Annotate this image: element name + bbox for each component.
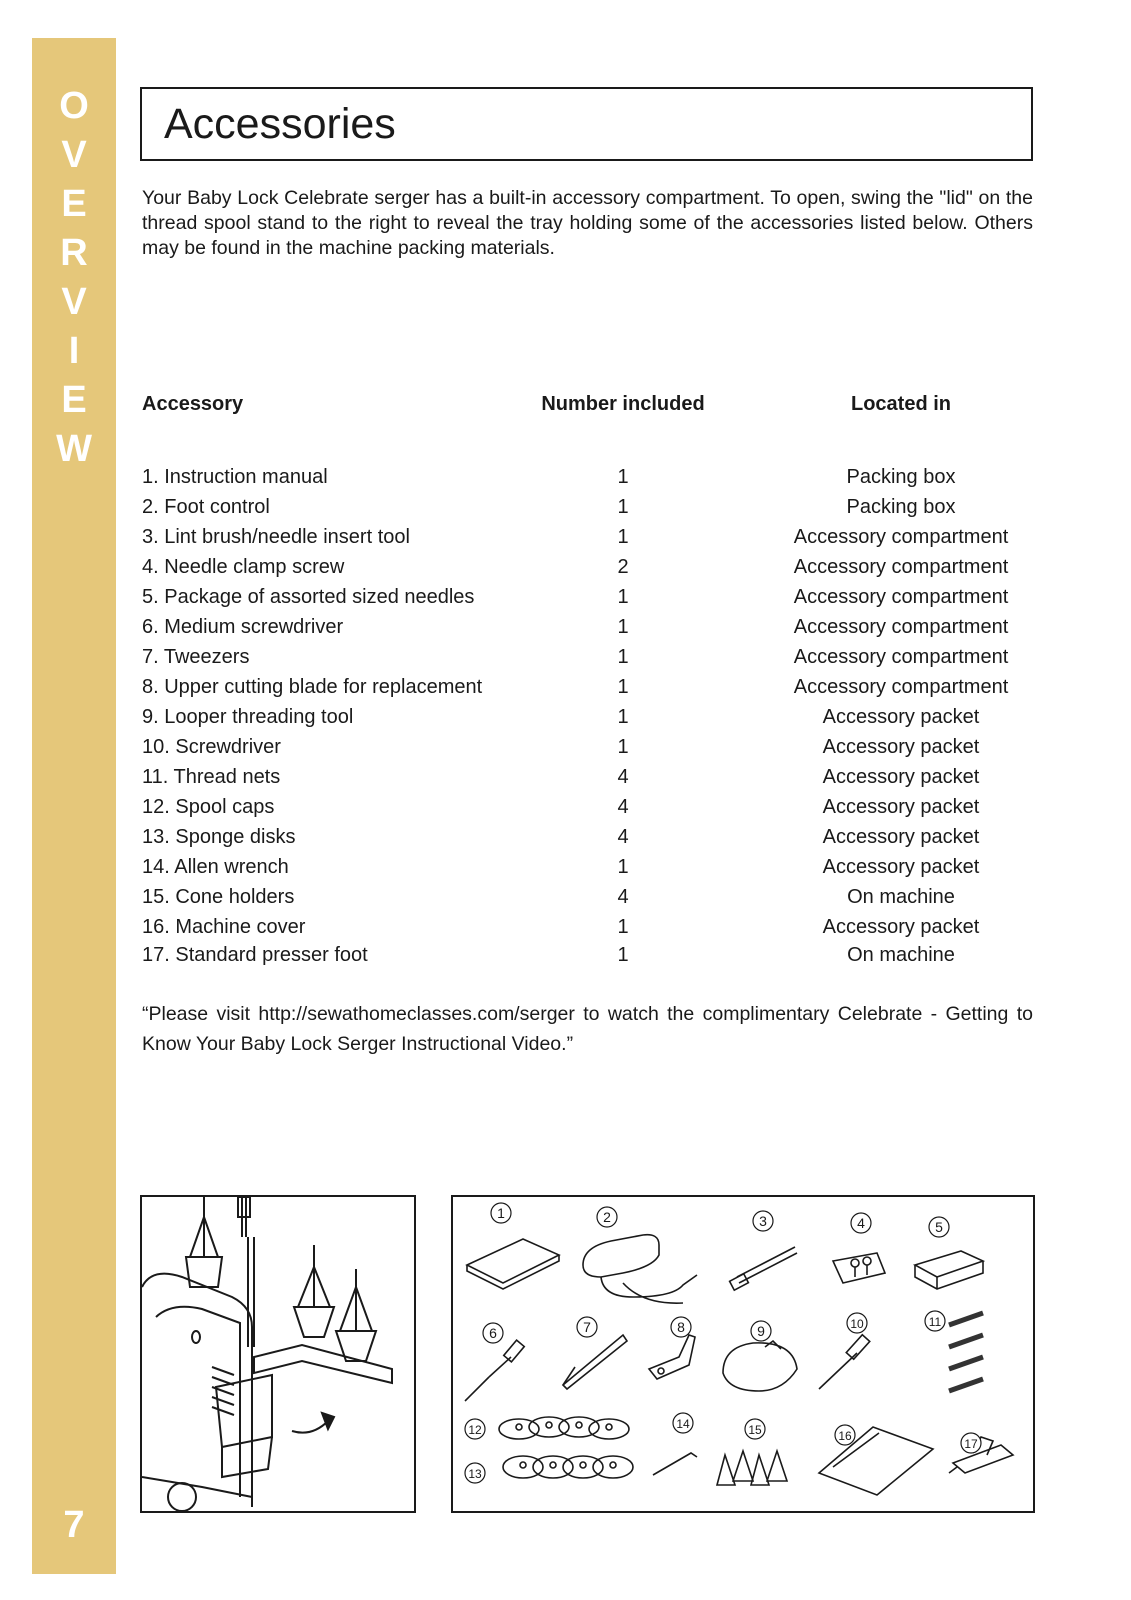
accessory-name-cell: 8. Upper cutting blade for replacement (142, 676, 483, 698)
location-cell: Accessory packet (822, 856, 980, 878)
figure-label: 3 (759, 1213, 767, 1229)
tweezers-icon (563, 1335, 627, 1389)
accessories-illustration (451, 1195, 1035, 1513)
accessory-name-cell: 6. Medium screwdriver (142, 616, 344, 638)
allen-wrench-icon (653, 1453, 697, 1475)
number-cell: 1 (617, 916, 629, 938)
figure-label: 11 (928, 1315, 942, 1329)
video-note: “Please visit http://sewathomeclasses.com/serger to watch the complimentary Celebrate - Getting to Know Your Baby Lock Serger Instructional Video.” (142, 1003, 1033, 1055)
figure-label: 17 (964, 1437, 978, 1451)
figure-label: 8 (677, 1319, 685, 1335)
location-cell: Packing box (846, 496, 956, 518)
number-cell: 1 (617, 944, 629, 966)
accessory-name-cell: 15. Cone holders (142, 886, 295, 908)
figure-label: 10 (850, 1317, 864, 1331)
lint-brush-icon (730, 1247, 797, 1290)
accessory-name-cell: 11. Thread nets (142, 766, 281, 788)
title-box (140, 87, 1033, 161)
accessory-name-cell: 14. Allen wrench (142, 856, 289, 878)
sidebar-letter: V (61, 134, 87, 176)
figure-label: 2 (603, 1209, 611, 1225)
sidebar-letter: I (68, 330, 80, 372)
accessory-name-cell: 5. Package of assorted sized needles (142, 586, 475, 608)
location-cell: Accessory packet (822, 796, 980, 818)
accessory-name-cell: 4. Needle clamp screw (142, 556, 345, 578)
sidebar-letter: E (61, 379, 87, 421)
figure-label: 5 (935, 1219, 943, 1235)
screwdriver-icon (819, 1335, 870, 1389)
location-cell: Accessory compartment (793, 586, 1009, 608)
sidebar-letters (32, 82, 116, 474)
needle-package-icon (915, 1251, 983, 1289)
number-cell: 4 (617, 766, 629, 788)
number-cell: 1 (617, 856, 629, 878)
sidebar-letter: R (60, 232, 88, 274)
column-header-accessory: Accessory (142, 393, 244, 415)
location-cell: Accessory packet (822, 736, 980, 758)
intro-paragraph: Your Baby Lock Celebrate serger has a built-in accessory compartment. To open, swing the "lid" on the thread spool stand to the right to reveal the tray holding some of the accessories listed below. Others may be found in the machine packing materials. (142, 187, 1033, 259)
overview-sidebar (32, 38, 116, 1574)
figure-label: 4 (857, 1215, 865, 1231)
number-cell: 1 (617, 676, 629, 698)
accessory-name-cell: 13. Sponge disks (142, 826, 296, 848)
number-cell: 4 (617, 796, 629, 818)
figure-label: 15 (748, 1423, 762, 1437)
accessory-name-cell: 7. Tweezers (142, 646, 250, 668)
needle-clamp-screw-icon (833, 1253, 885, 1283)
instruction-manual-icon (467, 1239, 559, 1283)
number-cell: 1 (617, 646, 629, 668)
cone-holders-icon (717, 1451, 787, 1485)
number-cell: 1 (617, 526, 629, 548)
sidebar-letter: O (59, 85, 89, 127)
number-cell: 1 (617, 736, 629, 758)
accessory-name-cell: 10. Screwdriver (142, 736, 281, 758)
number-cell: 1 (617, 616, 629, 638)
accessory-name-cell: 2. Foot control (142, 496, 270, 518)
page-title: Accessories (164, 100, 396, 148)
location-cell: Packing box (846, 466, 956, 488)
location-cell: Accessory compartment (793, 676, 1009, 698)
figure-label: 14 (676, 1417, 690, 1431)
number-cell: 1 (617, 586, 629, 608)
figure-label: 9 (757, 1323, 765, 1339)
location-cell: On machine (847, 886, 955, 908)
figure-label: 16 (838, 1429, 852, 1443)
foot-control-icon (583, 1235, 697, 1303)
compartment-illustration (140, 1195, 416, 1513)
sidebar-letter: V (61, 281, 87, 323)
accessory-name-cell: 17. Standard presser foot (142, 944, 368, 966)
figure-label: 12 (468, 1423, 482, 1437)
column-header-location: Located in (850, 393, 951, 415)
number-cell: 4 (617, 826, 629, 848)
sidebar-letter: E (61, 183, 87, 225)
accessory-name-cell: 12. Spool caps (142, 796, 275, 818)
location-cell: Accessory compartment (793, 526, 1009, 548)
number-cell: 1 (617, 466, 629, 488)
thread-nets-icon (949, 1313, 983, 1391)
medium-screwdriver-icon (465, 1340, 524, 1401)
number-cell: 1 (617, 706, 629, 728)
number-cell: 1 (617, 496, 629, 518)
figure-label: 7 (583, 1319, 591, 1335)
location-cell: Accessory packet (822, 826, 980, 848)
location-cell: Accessory compartment (793, 556, 1009, 578)
figure-label: 6 (489, 1325, 497, 1341)
column-header-number: Number included (541, 393, 705, 415)
looper-threading-tool-icon (723, 1341, 797, 1391)
number-cell: 4 (617, 886, 629, 908)
spool-caps-icon (499, 1417, 629, 1439)
sponge-disks-icon (503, 1456, 633, 1478)
location-cell: Accessory packet (822, 706, 980, 728)
number-cell: 2 (617, 556, 629, 578)
accessory-name-cell: 16. Machine cover (142, 916, 306, 938)
accessory-name-cell: 3. Lint brush/needle insert tool (142, 526, 410, 548)
location-cell: Accessory packet (822, 916, 980, 938)
figure-label: 13 (468, 1467, 482, 1481)
location-cell: Accessory packet (822, 766, 980, 788)
location-cell: On machine (847, 944, 955, 966)
cutting-blade-icon (649, 1335, 695, 1379)
accessory-name-cell: 1. Instruction manual (142, 466, 328, 488)
location-cell: Accessory compartment (793, 616, 1009, 638)
sidebar-letter: W (56, 428, 92, 470)
accessory-name-cell: 9. Looper threading tool (142, 706, 354, 728)
page-number: 7 (63, 1504, 85, 1546)
location-cell: Accessory compartment (793, 646, 1009, 668)
figure-label: 1 (497, 1205, 505, 1221)
